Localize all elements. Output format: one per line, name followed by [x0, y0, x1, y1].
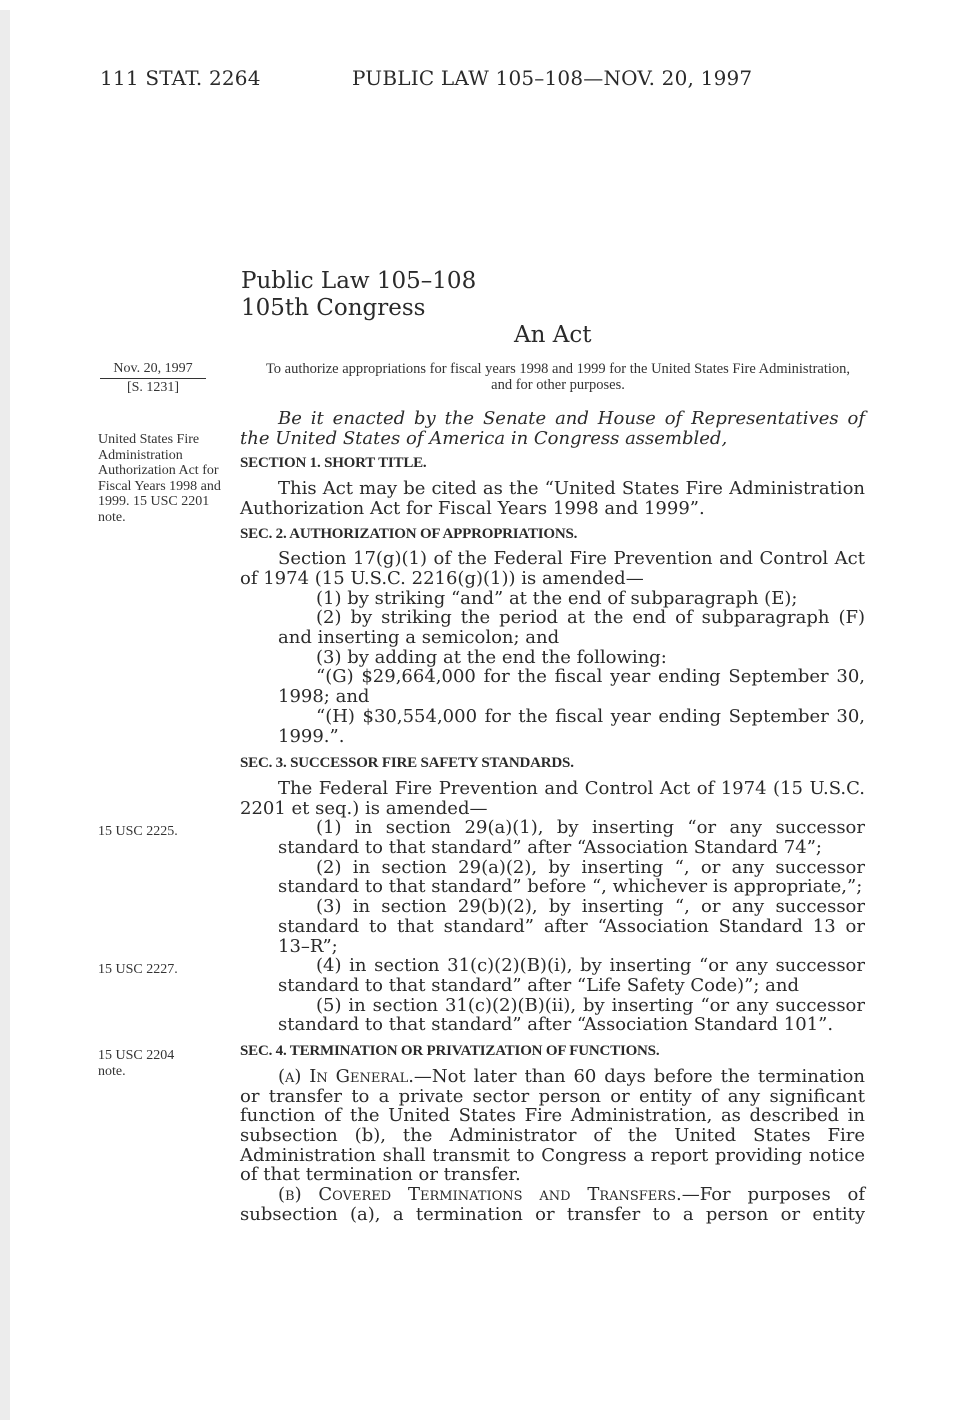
section-4-subsection-a [240, 1067, 865, 1185]
section-3-item-1: (1) in section 29(a)(1), by inserting “or any successor standard to that standard” after “Association Standard 74”; [278, 817, 865, 859]
section-2-intro: Section 17(g)(1) of the Federal Fire Prevention and Control Act of 1974 (15 U.S.C. 2216(g)(1)) is amended— [240, 548, 865, 589]
margin-note-2227: 15 USC 2227. [98, 962, 178, 977]
section-2-item-1: (1) by striking “and” at the end of subparagraph (E); [316, 587, 798, 609]
section-4-subsection-b [240, 1185, 865, 1244]
section-3-item-4: (4) in section 31(c)(2)(B)(i), by inserting “or any successor standard to that standard” after “Life Safety Code)”; and [278, 955, 865, 996]
section-3-item-5: (5) in section 31(c)(2)(B)(ii), by inserting “or any successor standard to that standard” after “Association Standard 101”. [278, 994, 865, 1036]
purpose-clause: To authorize appropriations for fiscal years 1998 and 1999 for the United States Fire Administration, and for other purposes. [265, 361, 851, 393]
scan-edge [0, 10, 10, 1420]
section-2-heading: SEC. 2. AUTHORIZATION OF APPROPRIATIONS. [240, 525, 578, 542]
section-3-item-2: (2) in section 29(a)(2), by inserting “, or any successor standard to that standard” before “, whichever is appropriate,”; [278, 856, 865, 898]
subsection-b-label: (b) Covered Terminations and Transfers. [278, 1184, 682, 1206]
section-2-item-h: “(H) $30,554,000 for the fiscal year ending September 30, 1999.”. [278, 705, 865, 747]
an-act-heading: An Act [514, 322, 592, 348]
enactment-date-box [100, 361, 206, 396]
margin-note-2225: 15 USC 2225. [98, 824, 178, 839]
subsection-a-text: —Not later than 60 days before the termination or transfer to a private sector person or entity of any significant function of the United States Fire Administration, as described in subsection (b), the Administrator of the United States Fire Administration shall transmit to Congress a report providing notice of that termination or transfer. [240, 1065, 865, 1186]
section-2-item-g: “(G) $29,664,000 for the fiscal year ending September 30, 1998; and [278, 666, 865, 708]
subsection-b-text: —For purposes of subsection (a), a termination or transfer to a person or entity [240, 1184, 865, 1225]
section-1-heading: SECTION 1. SHORT TITLE. [240, 455, 427, 472]
congress-title: 105th Congress [241, 295, 426, 321]
margin-note-short-title: United States Fire Administration Authorization Act for Fiscal Years 1998 and 1999. 15 USC 2201 note. [98, 432, 221, 525]
section-2-item-2: (2) by striking the period at the end of subparagraph (F) and inserting a semicolon; and [278, 607, 865, 649]
enacting-clause: Be it enacted by the Senate and House of Representatives of the United States of America in Congress assembled, [240, 408, 865, 449]
public-law-title: Public Law 105–108 [241, 268, 477, 294]
section-1-text: This Act may be cited as the “United States Fire Administration Authorization Act for Fiscal Years 1998 and 1999”. [240, 478, 865, 519]
section-3-intro: The Federal Fire Prevention and Control Act of 1974 (15 U.S.C. 2201 et seq.) is amended— [240, 777, 865, 819]
subsection-a-label: (a) In General. [278, 1065, 414, 1087]
running-header: PUBLIC LAW 105–108—NOV. 20, 1997 [352, 66, 753, 90]
main-text [240, 409, 865, 1244]
bill-number: [S. 1231] [126, 380, 180, 395]
statute-page-number: 111 STAT. 2264 [100, 66, 261, 90]
section-3-item-3: (3) in section 29(b)(2), by inserting “, or any successor standard to that standard” after “Association Standard 13 or 13–R”; [278, 896, 865, 957]
margin-note-2204: 15 USC 2204 note. [98, 1048, 175, 1079]
enactment-date: Nov. 20, 1997 [100, 361, 206, 379]
section-4-heading: SEC. 4. TERMINATION OR PRIVATIZATION OF FUNCTIONS. [240, 1043, 660, 1060]
section-3-heading: SEC. 3. SUCCESSOR FIRE SAFETY STANDARDS. [240, 755, 574, 772]
section-2-item-3: (3) by adding at the end the following: [316, 646, 667, 668]
